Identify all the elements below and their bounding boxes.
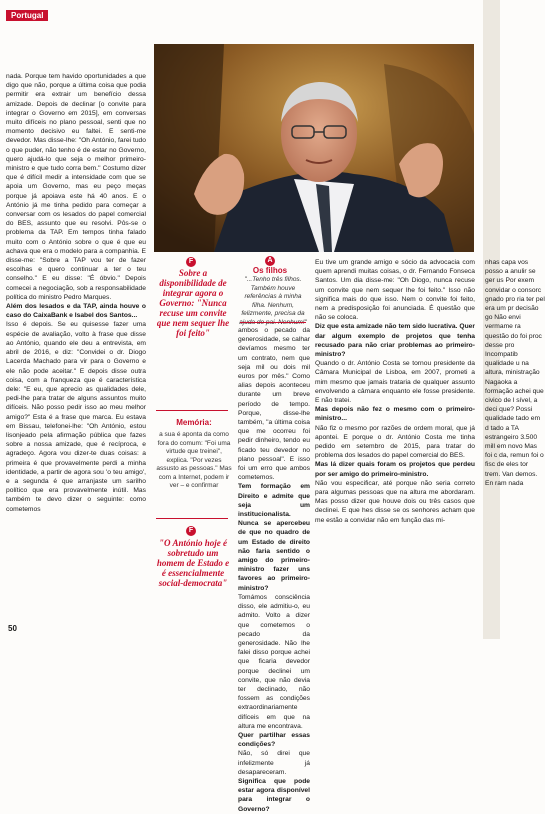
question-paragraph: Mas lá dizer quais foram os projetos que perdeu por ser amigo do primeiro-ministro. xyxy=(315,461,475,478)
memoria-title-text: Memória xyxy=(176,418,210,427)
divider-line xyxy=(156,410,228,411)
question-paragraph: Mas depois não fez o mesmo com o primeiro-ministro... xyxy=(315,406,475,423)
pull-quote-marker: F xyxy=(186,526,196,536)
memoria-text: a sua é aponta da como fora do comum: "Foi uma virtude que treinei", explica. "Por vezes assusto as pessoas." Mas com a Internet, podem ir ver – e confirmar xyxy=(156,431,232,489)
answer-paragraph: Não fiz o mesmo por razões de ordem moral, que já apontei. E porque o dr. António Costa me tinha pedido em setembro de 2015, para tratar do problema dos lesados do papel comercial do BES. xyxy=(315,424,475,460)
answer-paragraph: Não vou especificar, até porque não seria correto para algumas pessoas que na altura me abordaram. Mas posso dizer que houve dois ou três casos que declinei. E que hes disse se os senhores acham que me estão a convidar não em função das mi- xyxy=(315,479,475,524)
col4-block xyxy=(315,258,475,525)
next-page-text: nhas capa vos posso a anulir se ger us Por exem convidar o consorc gnado pro ria ter pel era um pr decisão go Não envi vermame ra questão do foi proc desse pro Incompatib qualidade u na altura, ministração Nagaoka a formação achei que civico de l sível, a deci que? Possi qualidade tado em d tado a TA estrangeiro 3.500 mill em novo Mas foi c da, remun foi o fisc de eles tor trem. Van demos. En ram nada xyxy=(485,259,545,487)
interview-photo xyxy=(154,44,474,252)
answer-paragraph: nada. Porque tem havido oportunidades a que digo que não, porque a última coisa que podia permitir era extrair um benefício dessa amizade. Depois de declinar [o convite para integrar o Governo em 2015], em conversas muito difíceis no plano pessoal, senti que no momento decisivo eu faltei. E senti-me devedor. Mas disse-lhe: "Oh António, farei tudo o que puder, não tenho é de estar no Governo, quero ajudá-lo que seja o melhor primeiro-ministro e que tudo corra bem." Costumo dizer que é difícil medir a intensidade com que se apoia um Governo, mas eu peço meças porque já apoiava este há 40 anos. E o António já me tinha pedido para começar a conversar com os lesados do papel comercial do BES, assunto que eu resolvi. Pôs-se o problema da TAP. Em tempos tinha falado muito com o António sobre o que é que eu achava que era o modelo para a companhia. E disse-me: "Sobre a TAP vou ter de fazer escolhas e quero continuar a ter o teu conselho." E eu disse: "É óbvio." Depois comecei a negociação, sob a responsabilidade política do ministro Pedro Marques. xyxy=(6,73,146,301)
question-paragraph: Quer partilhar essas condições? xyxy=(238,731,310,749)
memoria-title: Memória: xyxy=(176,418,212,427)
filhos-marker: A xyxy=(265,256,275,266)
question-paragraph: Tem formação em Direito e admite que seja um institucionalista. Nunca se apercebeu de que no quadro de um Estado de direito não faria sentido o amigo do primeiro-ministro fazer uns favores ao primeiro-ministro? xyxy=(238,483,310,592)
divider-line xyxy=(240,322,306,323)
pull-quote-2: "O António hoje é sobretudo um homem de Estado e é essencialmente social-democrata" xyxy=(156,538,230,588)
question-paragraph: Além dos lesados e da TAP, ainda houve o caso do CaixaBank e Isabel dos Santos... xyxy=(6,303,146,320)
answer-paragraph: Isso é depois. Se eu quisesse fazer uma espécie de avaliação, volto à frase que disse ao António, quando ele deu a entrevista, em abril de 2016, e diz: "Convidei o dr. Diogo Lacerda Machado para vir para o Governo e ele não pode aceitar." E depois disse outra coisa, com a franqueza que é característica dele: "E eu, que aprecio as qualidades dele, pedi-lhe para tratar de alguns assuntos muito difíceis. Não posso pedir isso ao meu melhor amigo?" Esta é a frase que marca. Eu estava em Bissau, telefonei-lhe: "Oh António, estou lisonjeado pela afirmação pública que fazes sobre a nossa amizade, que é recíproca, e agradeço. Agora vou dizer-te duas coisas: a primeira é que provavelmente perdi a minha identidade, a partir de agora sou 'o teu amigo', e a segunda é que arranjaste um sarilho político que era provavelmente inútil. Mas também te devo dizer o seguinte: como cometemos xyxy=(6,321,146,513)
filhos-text: "...Tenho três filhos. Também houve referências à minha filha. Nenhum, felizmente, precisa da xyxy=(241,276,305,317)
section-tag: Portugal xyxy=(6,10,48,21)
next-page-strip xyxy=(483,0,545,639)
col3-block xyxy=(238,326,310,814)
answer-paragraph: Eu tive um grande amigo e sócio da advocacia com quem aprendi muitas coisas, o dr. Fernando Fonseca Santos. Um dia disse-me: "Oh Diogo, nunca recuse um convite que nem sequer lhe foi feito." Isso não significa mais do que isso. Nem o convite foi feito, nem a predisposição foi anunciada. É questão que não se coloca. xyxy=(315,259,475,322)
question-paragraph: Diz que esta amizade não tem sido lucrativa. Quer dar algum exemplo de projetos que tenha recusado para não criar problemas ao primeiro-ministro? xyxy=(315,323,475,359)
page-number: 50 xyxy=(8,624,17,633)
answer-paragraph: Tomámos consciência disso, ele admitiu-o, eu admito. Volto a dizer que cometemos o pecado da generosidade. Não lhe falei disso porque achei que ficaria devedor porque declinei um convite, que não devia ter declinado, não fossem as condições extraordinariamente difíceis em que na altura me encontrava. xyxy=(238,593,310,730)
answer-paragraph: ambos o pecado da generosidade, se calhar devíamos mesmo ter um contrato, nem que seja mil ou dois mil euros por mês." Como alias depois aconteceu durante um breve período de tempo. Porque, disse-lhe também, "a última coisa que me ocorreu foi pedir dinheiro, tendo eu ficado teu devedor no plano pessoal". E isso foi um erro que ambos cometemos. xyxy=(238,327,310,482)
divider-line xyxy=(156,518,228,519)
column-3 xyxy=(238,326,310,813)
pull-quote-1: Sobre a disponibilidade de integrar agora o Governo: "Nunca recuse um convite que nem sequer lhe foi feito" xyxy=(156,268,230,338)
col1-block xyxy=(6,72,146,514)
column-4 xyxy=(315,258,475,628)
column-1 xyxy=(6,72,146,622)
pull-quote-marker: F xyxy=(186,257,196,267)
question-paragraph: Significa que pode estar agora disponível para integrar o Governo? xyxy=(238,777,310,813)
answer-paragraph: Quando o dr. António Costa se tornou presidente da Câmara Municipal de Lisboa, em 2007, prometi a mim mesmo que jamais trataria de qualquer assunto envolvendo a câmara enquanto ele fosse presidente. E não tratei. xyxy=(315,360,475,405)
filhos-title: Os filhos xyxy=(252,266,288,275)
answer-paragraph: Não, só direi que infelizmente já desapareceram. xyxy=(238,750,310,776)
